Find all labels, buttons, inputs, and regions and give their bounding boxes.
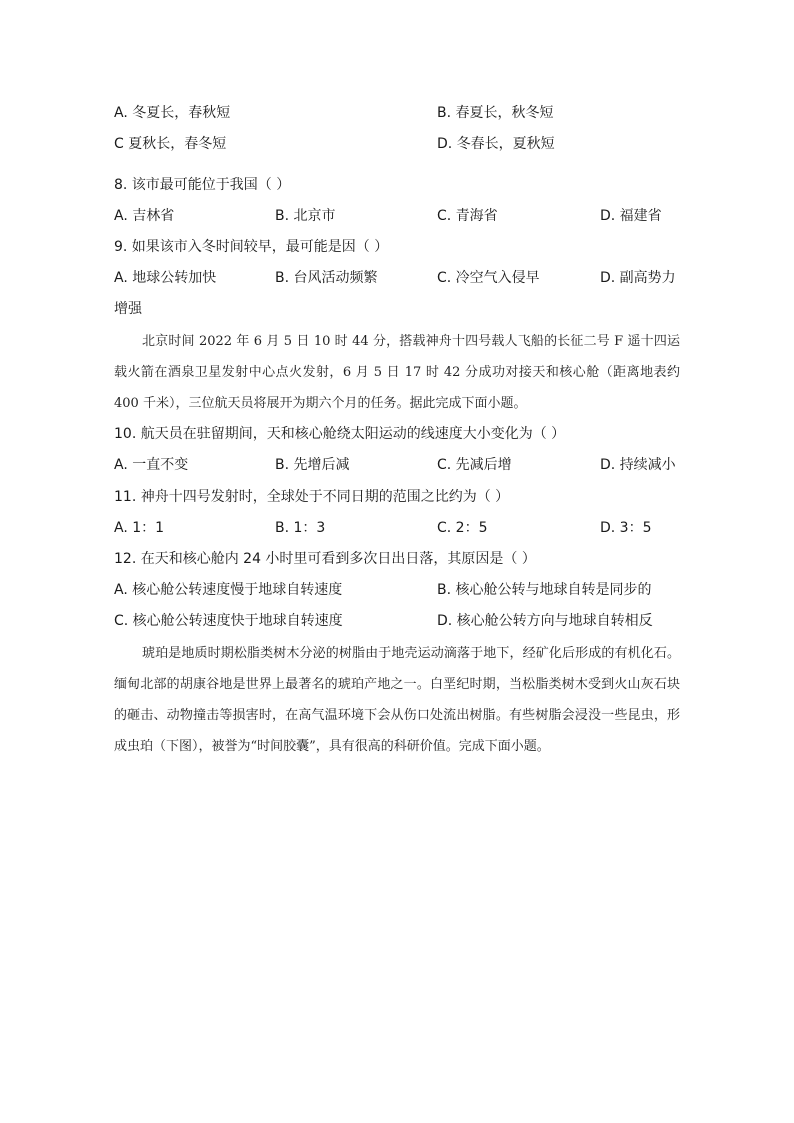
q10-option-b: B. 先增后减 <box>275 457 350 473</box>
q9-option-b: B. 台风活动频繁 <box>275 270 378 286</box>
q12-option-d: D. 核心舱公转方向与地球自转相反 <box>437 613 653 629</box>
q11-option-b: B. 1：3 <box>275 520 326 536</box>
passage-shenzhou: 北京时间 2022 年 6 月 5 日 10 时 44 分，搭载神舟十四号载人飞船的长征二号 F 遥十四运载火箭在酒泉卫星发射中心点火发射，6 月 5 日 17 时 42 分成功对接天和核心舱（距离地表约 400 千米），三位航天员将展开为期六个月的任务。据此完成下面小题。 <box>114 334 680 411</box>
q9-option-d-continued: 增强 <box>114 301 142 317</box>
q8-question: 8. 该市最可能位于我国（ ） <box>114 177 291 193</box>
q8-option-d: D. 福建省 <box>600 208 662 224</box>
q11-option-d: D. 3：5 <box>600 520 652 536</box>
q7-option-b: B. 春夏长，秋冬短 <box>437 105 554 121</box>
q12-question: 12. 在天和核心舱内 24 小时里可看到多次日出日落，其原因是（ ） <box>114 551 536 567</box>
q12-option-a: A. 核心舱公转速度慢于地球自转速度 <box>114 582 343 598</box>
q8-option-b: B. 北京市 <box>275 208 336 224</box>
q11-option-c: C. 2：5 <box>437 520 488 536</box>
q7-option-d: D. 冬春长，夏秋短 <box>437 136 555 152</box>
q10-option-d: D. 持续减小 <box>600 457 676 473</box>
q11-option-a: A. 1：1 <box>114 520 165 536</box>
q7-option-a: A. 冬夏长，春秋短 <box>114 105 231 121</box>
passage-amber: 琥珀是地质时期松脂类树木分泌的树脂由于地壳运动滴落于地下，经矿化后形成的有机化石。缅甸北部的胡康谷地是世界上最著名的琥珀产地之一。白垩纪时期，当松脂类树木受到火山灰石块的砸击、动物撞击等损害时，在高气温环境下会从伤口处流出树脂。有些树脂会浸没一些昆虫，形成虫珀（下图），被誉为“时间胶囊”，具有很高的科研价值。完成下面小题。 <box>114 646 680 754</box>
q7-option-c: C 夏秋长，春冬短 <box>114 136 227 152</box>
q10-option-a: A. 一直不变 <box>114 457 189 473</box>
q12-option-b: B. 核心舱公转与地球自转是同步的 <box>437 582 652 598</box>
q8-option-a: A. 吉林省 <box>114 208 175 224</box>
q12-option-c: C. 核心舱公转速度快于地球自转速度 <box>114 613 343 629</box>
q9-option-c: C. 冷空气入侵早 <box>437 270 540 286</box>
q9-option-d: D. 副高势力 <box>600 270 676 286</box>
q9-option-a: A. 地球公转加快 <box>114 270 217 286</box>
q10-question: 10. 航天员在驻留期间，天和核心舱绕太阳运动的线速度大小变化为（ ） <box>114 426 566 442</box>
q10-option-c: C. 先减后增 <box>437 457 512 473</box>
q9-question: 9. 如果该市入冬时间较早，最可能是因（ ） <box>114 239 389 255</box>
q8-option-c: C. 青海省 <box>437 208 498 224</box>
q11-question: 11. 神舟十四号发射时，全球处于不同日期的范围之比约为（ ） <box>114 489 510 505</box>
